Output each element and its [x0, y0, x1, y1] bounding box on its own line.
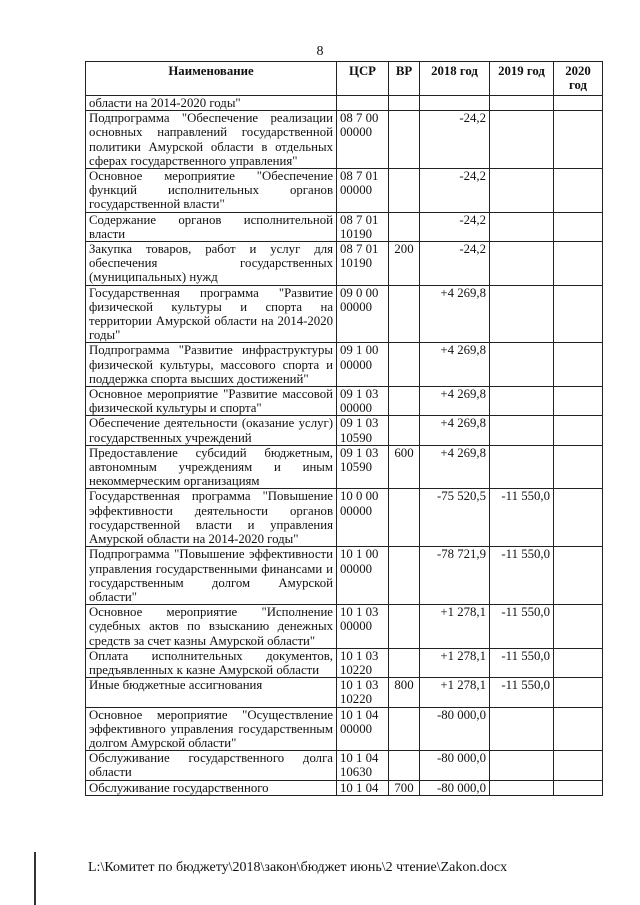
- table-row: [86, 212, 603, 241]
- cell-csr: 10 1 04 00000: [337, 707, 389, 751]
- cell-csr: 08 7 01 00000: [337, 169, 389, 213]
- header-2019: 2019 год: [490, 62, 554, 96]
- cell-y2018: +1 278,1: [420, 678, 490, 707]
- cell-y2020: [554, 111, 603, 169]
- cell-csr: 09 1 03 10590: [337, 416, 389, 445]
- cell-csr: 10 1 04 10630: [337, 751, 389, 780]
- cell-vr: [389, 547, 420, 605]
- cell-y2020: [554, 648, 603, 677]
- cell-vr: [389, 111, 420, 169]
- cell-y2018: -24,2: [420, 169, 490, 213]
- cell-vr: [389, 605, 420, 649]
- cell-vr: [389, 707, 420, 751]
- cell-csr: 09 1 03 10590: [337, 445, 389, 489]
- cell-y2018: -78 721,9: [420, 547, 490, 605]
- table-body: [86, 96, 603, 796]
- cell-csr: [337, 96, 389, 111]
- cell-y2019: -11 550,0: [490, 605, 554, 649]
- cell-y2018: +4 269,8: [420, 387, 490, 416]
- table-row: [86, 285, 603, 343]
- cell-name: Основное мероприятие "Обеспечение функций исполнительных органов государственной власти": [86, 169, 337, 213]
- table-row: [86, 707, 603, 751]
- cell-y2018: +4 269,8: [420, 445, 490, 489]
- cell-csr: 10 1 03 10220: [337, 648, 389, 677]
- cell-name: Основное мероприятие "Развитие массовой физической культуры и спорта": [86, 387, 337, 416]
- cell-y2019: [490, 169, 554, 213]
- cell-y2020: [554, 212, 603, 241]
- cell-y2020: [554, 547, 603, 605]
- cell-name: Государственная программа "Повышение эффективности деятельности органов государственной власти и управления Амурской области на 2014-2020 годы": [86, 489, 337, 547]
- cell-y2019: [490, 707, 554, 751]
- cell-csr: 09 1 03 00000: [337, 387, 389, 416]
- header-2018: 2018 год: [420, 62, 490, 96]
- cell-y2019: [490, 242, 554, 286]
- cell-y2020: [554, 605, 603, 649]
- cell-y2018: [420, 96, 490, 111]
- cell-y2018: -24,2: [420, 212, 490, 241]
- cell-name: Основное мероприятие "Исполнение судебных актов по взысканию денежных средств за счет казны Амурской области": [86, 605, 337, 649]
- cell-csr: 10 1 03 10220: [337, 678, 389, 707]
- cell-y2018: -80 000,0: [420, 707, 490, 751]
- cell-y2018: -80 000,0: [420, 751, 490, 780]
- cell-y2018: -24,2: [420, 242, 490, 286]
- cell-y2019: [490, 96, 554, 111]
- table-row: [86, 111, 603, 169]
- cell-name: Обслуживание государственного: [86, 780, 337, 795]
- cell-name: Основное мероприятие "Осуществление эффективного управления государственным долгом Амурской области": [86, 707, 337, 751]
- cell-y2020: [554, 751, 603, 780]
- cell-y2019: [490, 416, 554, 445]
- cell-y2018: +1 278,1: [420, 605, 490, 649]
- table-row: [86, 387, 603, 416]
- file-path-footer: L:\Комитет по бюджету\2018\закон\бюджет июнь\2 чтение\Zakon.docx: [88, 860, 508, 875]
- table-row: [86, 489, 603, 547]
- cell-y2019: [490, 343, 554, 387]
- cell-y2018: +4 269,8: [420, 343, 490, 387]
- cell-vr: [389, 387, 420, 416]
- cell-csr: 08 7 01 10190: [337, 212, 389, 241]
- cell-name: Обеспечение деятельности (оказание услуг) государственных учреждений: [86, 416, 337, 445]
- cell-vr: [389, 751, 420, 780]
- cell-y2020: [554, 285, 603, 343]
- cell-y2020: [554, 678, 603, 707]
- cell-vr: [389, 489, 420, 547]
- header-name: Наименование: [86, 62, 337, 96]
- header-vr: ВР: [389, 62, 420, 96]
- cell-y2020: [554, 445, 603, 489]
- cell-y2020: [554, 489, 603, 547]
- cell-csr: 09 0 00 00000: [337, 285, 389, 343]
- cell-vr: [389, 96, 420, 111]
- cell-vr: 200: [389, 242, 420, 286]
- cell-vr: [389, 648, 420, 677]
- cell-name: Государственная программа "Развитие физической культуры и спорта на территории Амурской области на 2014-2020 годы": [86, 285, 337, 343]
- cell-y2019: [490, 387, 554, 416]
- cell-y2020: [554, 707, 603, 751]
- cell-y2020: [554, 416, 603, 445]
- table-row: [86, 780, 603, 795]
- cell-vr: 700: [389, 780, 420, 795]
- cell-y2020: [554, 242, 603, 286]
- cell-vr: [389, 212, 420, 241]
- table-row: [86, 605, 603, 649]
- cell-y2019: [490, 780, 554, 795]
- cell-name: Закупка товаров, работ и услуг для обеспечения государственных (муниципальных) нужд: [86, 242, 337, 286]
- table-header-row: [86, 62, 603, 96]
- cell-y2019: -11 550,0: [490, 489, 554, 547]
- table-row: [86, 169, 603, 213]
- cell-name: Иные бюджетные ассигнования: [86, 678, 337, 707]
- cell-y2019: -11 550,0: [490, 678, 554, 707]
- cell-y2018: +4 269,8: [420, 285, 490, 343]
- cell-csr: 10 0 00 00000: [337, 489, 389, 547]
- cell-y2019: [490, 751, 554, 780]
- cell-csr: 09 1 00 00000: [337, 343, 389, 387]
- cell-name: области на 2014-2020 годы": [86, 96, 337, 111]
- cell-y2019: [490, 212, 554, 241]
- cell-y2020: [554, 343, 603, 387]
- cell-name: Обслуживание государственного долга области: [86, 751, 337, 780]
- table-row: [86, 445, 603, 489]
- cell-y2018: -24,2: [420, 111, 490, 169]
- cell-y2018: -75 520,5: [420, 489, 490, 547]
- table-row: [86, 343, 603, 387]
- cell-vr: [389, 169, 420, 213]
- cell-y2020: [554, 387, 603, 416]
- cell-y2018: -80 000,0: [420, 780, 490, 795]
- budget-table: [85, 61, 603, 796]
- cell-vr: 800: [389, 678, 420, 707]
- cell-vr: [389, 343, 420, 387]
- table-row: [86, 751, 603, 780]
- margin-line: [34, 852, 36, 905]
- cell-vr: [389, 416, 420, 445]
- cell-y2020: [554, 96, 603, 111]
- table-row: [86, 678, 603, 707]
- cell-csr: 10 1 03 00000: [337, 605, 389, 649]
- cell-vr: [389, 285, 420, 343]
- table-row: [86, 96, 603, 111]
- cell-y2018: +1 278,1: [420, 648, 490, 677]
- cell-name: Подпрограмма "Обеспечение реализации основных направлений государственной политики Амурской области в отдельных сферах государственного управления": [86, 111, 337, 169]
- cell-name: Подпрограмма "Развитие инфраструктуры физической культуры, массового спорта и поддержка спорта высших достижений": [86, 343, 337, 387]
- cell-name: Содержание органов исполнительной власти: [86, 212, 337, 241]
- cell-y2018: +4 269,8: [420, 416, 490, 445]
- cell-y2019: [490, 111, 554, 169]
- table-row: [86, 648, 603, 677]
- table-row: [86, 242, 603, 286]
- cell-name: Подпрограмма "Повышение эффективности управления государственными финансами и государственным долгом Амурской области": [86, 547, 337, 605]
- header-2020: 2020 год: [554, 62, 603, 96]
- header-csr: ЦСР: [337, 62, 389, 96]
- cell-csr: 10 1 00 00000: [337, 547, 389, 605]
- cell-y2019: -11 550,0: [490, 648, 554, 677]
- cell-csr: 10 1 04: [337, 780, 389, 795]
- page-number: 8: [316, 44, 324, 59]
- cell-name: Предоставление субсидий бюджетным, автономным учреждениям и иным некоммерческим организациям: [86, 445, 337, 489]
- cell-y2019: -11 550,0: [490, 547, 554, 605]
- cell-y2020: [554, 780, 603, 795]
- table-row: [86, 547, 603, 605]
- cell-csr: 08 7 01 10190: [337, 242, 389, 286]
- cell-y2019: [490, 445, 554, 489]
- cell-name: Оплата исполнительных документов, предъявленных к казне Амурской области: [86, 648, 337, 677]
- cell-vr: 600: [389, 445, 420, 489]
- cell-csr: 08 7 00 00000: [337, 111, 389, 169]
- cell-y2020: [554, 169, 603, 213]
- cell-y2019: [490, 285, 554, 343]
- table-row: [86, 416, 603, 445]
